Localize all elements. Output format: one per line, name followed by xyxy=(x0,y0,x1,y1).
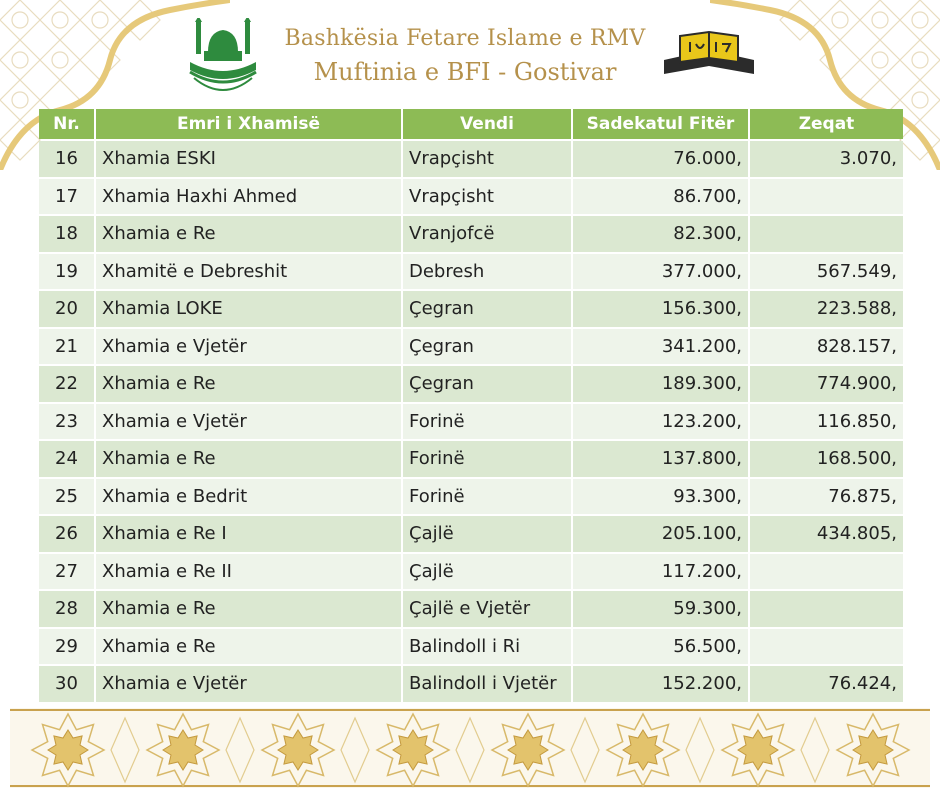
cell-zeqat: 434.805, xyxy=(750,516,903,552)
star-ornament-center xyxy=(623,730,663,770)
cell-zeqat: 3.070, xyxy=(750,141,903,177)
cell-place: Debresh xyxy=(403,254,571,290)
cell-place: Çegran xyxy=(403,329,571,365)
cell-place: Forinë xyxy=(403,404,571,440)
open-quran-emblem-icon xyxy=(660,30,758,82)
cell-mosque-name: Xhamia e Vjetër xyxy=(96,329,401,365)
column-header-place: Vendi xyxy=(403,109,571,139)
cell-mosque-name: Xhamia e Re xyxy=(96,216,401,252)
cell-mosque-name: Xhamia ESKI xyxy=(96,141,401,177)
cell-nr: 27 xyxy=(39,554,94,590)
cell-nr: 26 xyxy=(39,516,94,552)
cell-sadekatul-fiter: 205.100, xyxy=(573,516,748,552)
cell-sadekatul-fiter: 82.300, xyxy=(573,216,748,252)
cell-zeqat: 567.549, xyxy=(750,254,903,290)
islamic-star-border-icon xyxy=(10,708,930,788)
table-row xyxy=(39,329,903,365)
column-header-sadekatul-fiter: Sadekatul Fitër xyxy=(573,109,748,139)
cell-mosque-name: Xhamia e Re xyxy=(96,366,401,402)
cell-nr: 30 xyxy=(39,666,94,702)
star-ornament-center xyxy=(738,730,778,770)
table-row xyxy=(39,141,903,177)
cell-sadekatul-fiter: 123.200, xyxy=(573,404,748,440)
star-ornament-center xyxy=(508,730,548,770)
cell-nr: 19 xyxy=(39,254,94,290)
cell-mosque-name: Xhamia e Re I xyxy=(96,516,401,552)
cell-sadekatul-fiter: 156.300, xyxy=(573,291,748,327)
cell-nr: 17 xyxy=(39,179,94,215)
table-row xyxy=(39,291,903,327)
cell-zeqat xyxy=(750,179,903,215)
cell-nr: 24 xyxy=(39,441,94,477)
cell-zeqat: 76.424, xyxy=(750,666,903,702)
cell-nr: 18 xyxy=(39,216,94,252)
star-ornament-center xyxy=(393,730,433,770)
star-ornament-center xyxy=(278,730,318,770)
cell-zeqat: 116.850, xyxy=(750,404,903,440)
column-header-mosque-name: Emri i Xhamisë xyxy=(96,109,401,139)
cell-place: Forinë xyxy=(403,479,571,515)
cell-sadekatul-fiter: 152.200, xyxy=(573,666,748,702)
cell-sadekatul-fiter: 137.800, xyxy=(573,441,748,477)
cell-zeqat xyxy=(750,629,903,665)
cell-zeqat: 828.157, xyxy=(750,329,903,365)
table-row xyxy=(39,666,903,702)
cell-mosque-name: Xhamia e Re xyxy=(96,629,401,665)
cell-zeqat: 76.875, xyxy=(750,479,903,515)
organization-title xyxy=(270,24,660,90)
cell-zeqat: 774.900, xyxy=(750,366,903,402)
table-row xyxy=(39,441,903,477)
table-row xyxy=(39,479,903,515)
cell-sadekatul-fiter: 377.000, xyxy=(573,254,748,290)
cell-place: Forinë xyxy=(403,441,571,477)
org-name-line1: Bashkësia Fetare Islame e RMV xyxy=(284,26,646,51)
cell-sadekatul-fiter: 189.300, xyxy=(573,366,748,402)
cell-mosque-name: Xhamia e Vjetër xyxy=(96,666,401,702)
cell-zeqat xyxy=(750,554,903,590)
cell-place: Balindoll i Vjetër xyxy=(403,666,571,702)
org-name-line2: Muftinia e BFI - Gostivar xyxy=(313,58,617,86)
cell-place: Balindoll i Ri xyxy=(403,629,571,665)
cell-nr: 22 xyxy=(39,366,94,402)
mosque-book-emblem-icon xyxy=(184,18,262,100)
cell-mosque-name: Xhamia LOKE xyxy=(96,291,401,327)
cell-sadekatul-fiter: 86.700, xyxy=(573,179,748,215)
table-row xyxy=(39,366,903,402)
table-row xyxy=(39,254,903,290)
cell-nr: 29 xyxy=(39,629,94,665)
cell-place: Çajlë xyxy=(403,516,571,552)
cell-nr: 25 xyxy=(39,479,94,515)
cell-mosque-name: Xhamia e Re xyxy=(96,591,401,627)
cell-sadekatul-fiter: 117.200, xyxy=(573,554,748,590)
page-header xyxy=(0,0,940,108)
cell-mosque-name: Xhamia e Bedrit xyxy=(96,479,401,515)
column-header-nr: Nr. xyxy=(39,109,94,139)
cell-place: Vrapçisht xyxy=(403,179,571,215)
table-body xyxy=(39,141,903,702)
cell-sadekatul-fiter: 76.000, xyxy=(573,141,748,177)
cell-mosque-name: Xhamia e Re II xyxy=(96,554,401,590)
cell-mosque-name: Xhamia Haxhi Ahmed xyxy=(96,179,401,215)
cell-sadekatul-fiter: 93.300, xyxy=(573,479,748,515)
cell-mosque-name: Xhamia e Re xyxy=(96,441,401,477)
table-row xyxy=(39,554,903,590)
cell-place: Vranjofcë xyxy=(403,216,571,252)
table-header-row xyxy=(39,109,903,139)
star-ornament-center xyxy=(163,730,203,770)
cell-place: Çegran xyxy=(403,366,571,402)
mosque-contributions-table xyxy=(37,107,901,704)
cell-nr: 16 xyxy=(39,141,94,177)
table-row xyxy=(39,216,903,252)
cell-zeqat xyxy=(750,216,903,252)
table-row xyxy=(39,591,903,627)
table-row xyxy=(39,179,903,215)
star-ornament-center xyxy=(853,730,893,770)
cell-nr: 20 xyxy=(39,291,94,327)
cell-nr: 23 xyxy=(39,404,94,440)
table-row xyxy=(39,404,903,440)
column-header-zeqat: Zeqat xyxy=(750,109,903,139)
cell-mosque-name: Xhamitë e Debreshit xyxy=(96,254,401,290)
star-ornament-center xyxy=(48,730,88,770)
cell-zeqat: 168.500, xyxy=(750,441,903,477)
cell-nr: 28 xyxy=(39,591,94,627)
cell-zeqat: 223.588, xyxy=(750,291,903,327)
cell-sadekatul-fiter: 341.200, xyxy=(573,329,748,365)
cell-place: Çajlë xyxy=(403,554,571,590)
cell-sadekatul-fiter: 56.500, xyxy=(573,629,748,665)
cell-sadekatul-fiter: 59.300, xyxy=(573,591,748,627)
table-row xyxy=(39,629,903,665)
cell-mosque-name: Xhamia e Vjetër xyxy=(96,404,401,440)
table-row xyxy=(39,516,903,552)
cell-place: Vrapçisht xyxy=(403,141,571,177)
cell-place: Çajlë e Vjetër xyxy=(403,591,571,627)
cell-nr: 21 xyxy=(39,329,94,365)
cell-zeqat xyxy=(750,591,903,627)
cell-place: Çegran xyxy=(403,291,571,327)
